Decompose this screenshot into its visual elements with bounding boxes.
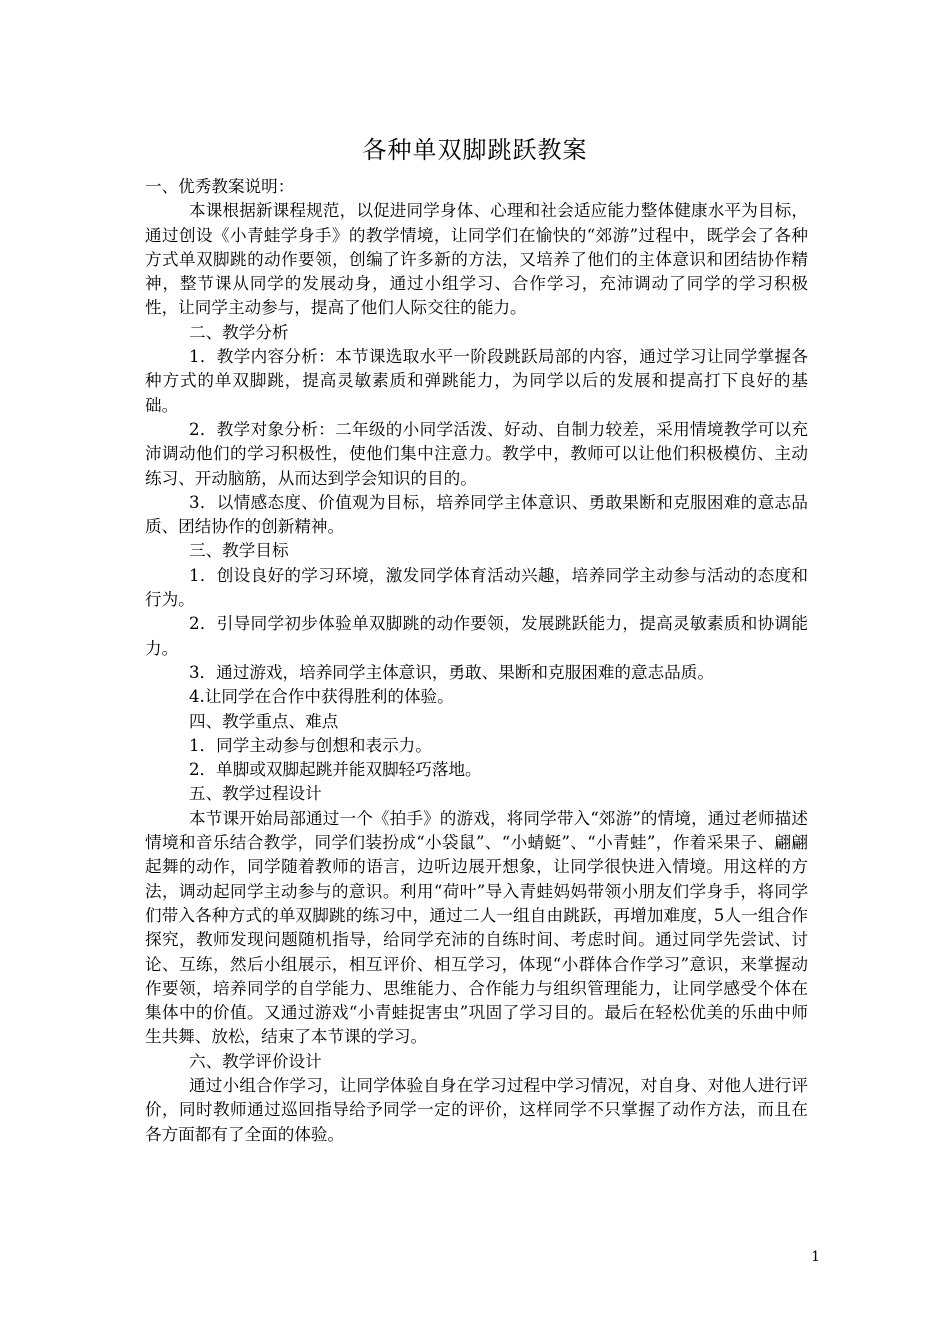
paragraph: 3．以情感态度、价值观为目标，培养同学主体意识、勇敢果断和克服困难的意志品质、团结协作的创新精神。 [145,492,808,537]
section-heading: 四、教学重点、难点 [189,711,339,731]
paragraph: 通过小组合作学习，让同学体验自身在学习过程中学习情况，对自身、对他人进行评价，同时教师通过巡回指导给予同学一定的评价，这样同学不只掌握了动作方法，而且在各方面都有了全面的体验。 [145,1075,808,1144]
paragraph: 1．同学主动参与创想和表示力。 [189,735,432,755]
page-number: 1 [811,1249,820,1265]
section-heading: 三、教学目标 [189,541,289,561]
paragraph: 4.让同学在合作中获得胜利的体验。 [189,687,454,707]
paragraph: 3．通过游戏，培养同学主体意识，勇敢、果断和克服困难的意志品质。 [189,662,714,682]
section-heading: 五、教学过程设计 [189,784,322,804]
paragraph: 2．引导同学初步体验单双脚跳的动作要领，发展跳跃能力，提高灵敏素质和协调能力。 [145,614,808,658]
document-title: 各种单双脚跳跃教案 [362,136,588,164]
paragraph: 2．教学对象分析：二年级的小同学活泼、好动、自制力较差，采用情境教学可以充沛调动他们的学习积极性，使他们集中注意力。教学中，教师可以让他们积极模仿、主动练习、开动脑筋，从而达到学会知识的目的。 [145,419,808,488]
section-heading: 二、教学分析 [189,322,289,342]
section-heading: 六、教学评价设计 [189,1051,322,1071]
paragraph: 1．教学内容分析：本节课选取水平一阶段跳跃局部的内容，通过学习让同学掌握各种方式的单双脚跳，提高灵敏素质和弹跳能力，为同学以后的发展和提高打下良好的基础。 [145,347,808,415]
section-heading: 一、优秀教案说明： [145,177,295,196]
paragraph: 本课根据新课程规范，以促进同学身体、心理和社会适应能力整体健康水平为目标，通过创设《小青蛙学身手》的教学情境，让同学们在愉快的“郊游”过程中，既学会了各种方式单双脚跳的动作要领，创编了许多新的方法，又培养了他们的主体意识和团结协作精神，整节课从同学的发展动身，通过小组学习、合作学习，充沛调动了同学的学习积极性，让同学主动参与，提高了他们人际交往的能力。 [145,201,808,318]
document-body [145,175,808,1147]
paragraph: 本节课开始局部通过一个《拍手》的游戏，将同学带入“郊游”的情境，通过老师描述情境和音乐结合教学，同学们装扮成“小袋鼠”、“小蜻蜓”、“小青蛙”，作着采果子、翩翩起舞的动作，同学随着教师的语言，边听边展开想象，让同学很快进入情境。用这样的方法，调动起同学主动参与的意识。利用“荷叶”导入青蛙妈妈带领小朋友们学身手，将同学们带入各种方式的单双脚跳的练习中，通过二人一组自由跳跃，再增加难度，5人一组合作探究，教师发现问题随机指导，给同学充沛的自练时间、考虑时间。通过同学先尝试、讨论、互练，然后小组展示，相互评价、相互学习，体现“小群体合作学习”意识，来掌握动作要领，培养同学的自学能力、思维能力、合作能力与组织管理能力，让同学感受个体在集体中的价值。又通过游戏“小青蛙捉害虫”巩固了学习目的。最后在轻松优美的乐曲中师生共舞、放松，结束了本节课的学习。 [145,808,808,1047]
paragraph: 1．创设良好的学习环境，激发同学体育活动兴趣，培养同学主动参与活动的态度和行为。 [145,565,808,610]
paragraph: 2．单脚或双脚起跳并能双脚轻巧落地。 [189,760,482,780]
